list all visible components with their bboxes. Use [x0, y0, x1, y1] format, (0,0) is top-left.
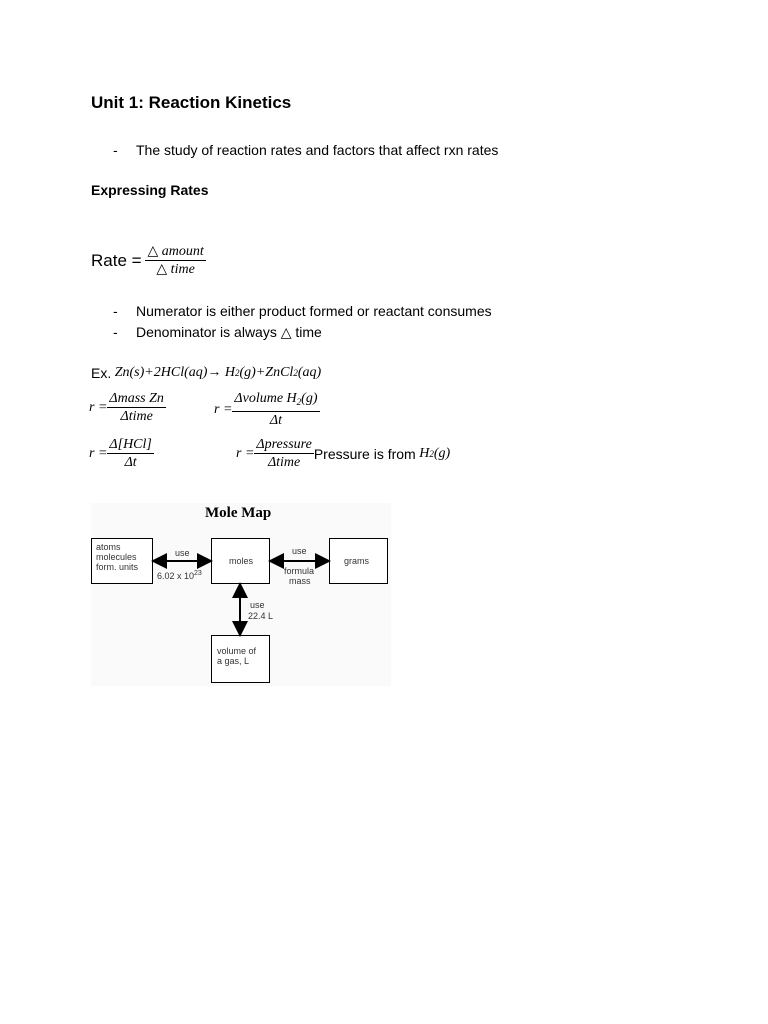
bullet-dash: - [113, 324, 118, 340]
avogadro-value: 6.02 x 10 [157, 571, 195, 581]
formula-mass-line: formula [284, 566, 315, 576]
r-prefix: r = [89, 399, 108, 415]
numerator-text: Δvolume H [234, 391, 297, 406]
formula-mass-label [284, 566, 314, 586]
r-prefix: r = [214, 401, 233, 417]
pressure-note: Pressure is from [313, 445, 416, 462]
r-prefix: r = [89, 445, 108, 461]
r-prefix: r = [236, 445, 255, 461]
left-use-label: use [175, 548, 190, 558]
rate-label: Rate = [91, 250, 142, 270]
particles-line: molecules [96, 552, 137, 562]
numerator-tail: (g) [301, 391, 318, 406]
fraction-denominator: Δt [269, 413, 282, 428]
equation-subscript: 2 [293, 368, 298, 378]
molar-volume-label: 22.4 L [248, 611, 274, 621]
rate-mass-fraction [107, 390, 166, 425]
volume-line: volume of [217, 646, 257, 656]
formula-mass-line: mass [289, 576, 311, 586]
rate-definition [91, 243, 206, 278]
mole-map-arrows [91, 503, 391, 686]
rate-numerator: △ amount [147, 244, 204, 259]
avogadro-label [157, 569, 202, 581]
fraction-denominator: Δt [124, 455, 137, 470]
bullet-text: Numerator is either product formed or reactant consumes [136, 303, 492, 319]
example-equation [91, 365, 321, 381]
example-label: Ex. [91, 365, 112, 381]
fraction-denominator: Δtime [120, 409, 153, 424]
section-heading: Expressing Rates [91, 182, 209, 198]
fraction-denominator: Δtime [267, 455, 301, 470]
volume-line: a gas, L [217, 656, 250, 666]
equation-subscript: 2 [235, 368, 240, 378]
avogadro-exponent: 23 [194, 570, 202, 577]
equation-right: (aq) [297, 365, 322, 380]
down-use-label: use [250, 600, 265, 610]
rate-hcl [89, 436, 154, 471]
pressure-note-h: H [419, 445, 430, 461]
numerator-subscript: 2 [296, 397, 302, 407]
bullet-dash: - [113, 303, 118, 319]
intro-bullet-text: The study of reaction rates and factors that affect rxn rates [136, 142, 499, 158]
rate-volume-h2 [214, 390, 320, 429]
rate-pressure [236, 436, 450, 471]
grams-label: grams [344, 556, 370, 566]
mole-map-title: Mole Map [205, 505, 272, 521]
rate-mass-zn [89, 390, 166, 425]
mole-map-diagram [91, 503, 391, 686]
bullet-text: Denominator is always △ time [136, 324, 322, 340]
fraction-numerator: Δ[HCl] [109, 437, 152, 452]
particles-line: form. units [96, 562, 139, 572]
bullet-dash: - [113, 142, 118, 158]
fraction-numerator: Δmass Zn [109, 391, 164, 406]
equation-left: Zn(s)+2HCl(aq)→ H [114, 365, 236, 380]
moles-label: moles [229, 556, 254, 566]
equation-middle: (g)+ZnCl [239, 365, 294, 380]
pressure-note-tail: (g) [433, 445, 451, 461]
rate-hcl-fraction [107, 436, 153, 471]
fraction-numerator [232, 390, 319, 412]
rate-volume-fraction [232, 390, 319, 429]
rate-pressure-fraction [254, 436, 313, 471]
fraction-numerator: Δpressure [256, 437, 312, 452]
pressure-note-subscript: 2 [429, 448, 434, 459]
page-title: Unit 1: Reaction Kinetics [91, 93, 292, 112]
right-use-label: use [292, 546, 307, 556]
particles-line: atoms [96, 542, 121, 552]
rate-fraction [145, 243, 205, 278]
rate-denominator: △ time [156, 262, 195, 277]
